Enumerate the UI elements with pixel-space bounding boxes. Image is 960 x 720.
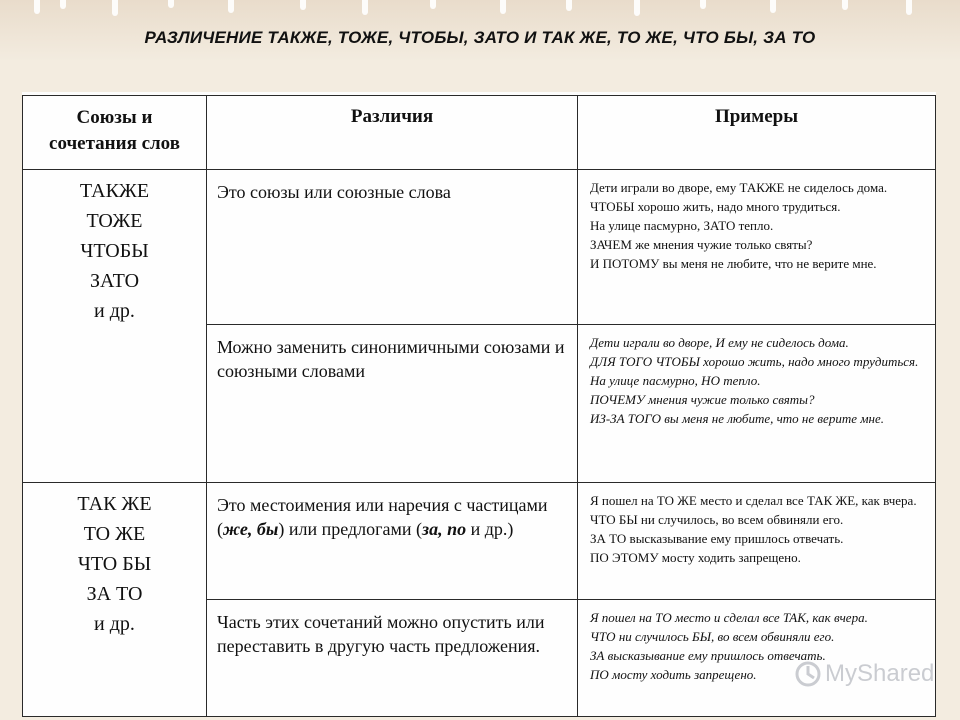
difference-text: ) или предлогами (: [278, 519, 423, 539]
group2-words-cell: [23, 483, 207, 717]
example-line: ИЗ-ЗА ТОГО вы меня не любите, что не верите мне.: [590, 411, 884, 426]
example-line: ДЛЯ ТОГО ЧТОБЫ хорошо жить, надо много трудиться.: [590, 354, 919, 369]
difference-text: Это местоимения или наречия с частицами (: [217, 495, 548, 539]
group2-word: ЗА ТО: [86, 583, 143, 605]
example-line: ПО мосту ходить запрещено.: [590, 667, 757, 682]
example-line: Я пошел на ТО ЖЕ место и сделал все ТАК ЖЕ, как вчера.: [590, 493, 917, 508]
difference-text: и др.): [466, 519, 514, 539]
group1-word: ЧТОБЫ: [80, 240, 149, 262]
myshared-logo-icon: [795, 661, 821, 687]
particles-text: же, бы: [223, 519, 279, 539]
table-row: [23, 170, 936, 325]
example-line: Я пошел на ТО место и сделал все ТАК, как вчера.: [590, 610, 868, 625]
difference-cell: Это союзы или союзные слова: [207, 170, 578, 325]
examples-cell: [578, 170, 936, 325]
example-line: ЗА ТО высказывание ему пришлось отвечать.: [590, 531, 844, 546]
watermark: [795, 660, 934, 688]
header-differences: Различия: [207, 96, 578, 170]
prepositions-text: за, по: [422, 519, 467, 539]
header-conjunctions-line1: Союзы и: [76, 107, 153, 128]
examples-cell: [578, 600, 936, 717]
examples-cell: [578, 325, 936, 483]
group1-word: ТАКЖЕ: [79, 180, 150, 202]
comparison-table: [22, 95, 936, 717]
group2-word: ТАК ЖЕ: [77, 493, 152, 515]
example-line: ПО ЭТОМУ мосту ходить запрещено.: [590, 550, 801, 565]
example-line: ЧТО ни случилось БЫ, во всем обвиняли его.: [590, 629, 835, 644]
table-header-row: [23, 96, 936, 170]
difference-cell: Часть этих сочетаний можно опустить или переставить в другую часть предложения.: [207, 600, 578, 717]
example-line: Дети играли во дворе, И ему не сиделось дома.: [590, 335, 849, 350]
example-line: На улице пасмурно, НО тепло.: [590, 373, 761, 388]
difference-cell: [207, 483, 578, 600]
group1-words-cell: [23, 170, 207, 483]
slide-title: РАЗЛИЧЕНИЕ ТАКЖЕ, ТОЖЕ, ЧТОБЫ, ЗАТО И ТАК ЖЕ, ТО ЖЕ, ЧТО БЫ, ЗА ТО: [144, 28, 816, 47]
table-row: [23, 483, 936, 600]
example-line: ПОЧЕМУ мнения чужие только святы?: [590, 392, 815, 407]
group1-word: ТОЖЕ: [86, 210, 143, 232]
group2-word: и др.: [94, 613, 135, 635]
header-conjunctions: [23, 96, 207, 170]
example-line: ЧТОБЫ хорошо жить, надо много трудиться.: [590, 199, 841, 214]
header-examples: Примеры: [578, 96, 936, 170]
example-line: ЗА высказывание ему пришлось отвечать.: [590, 648, 826, 663]
example-line: ЧТО БЫ ни случилось, во всем обвиняли его.: [590, 512, 844, 527]
examples-cell: [578, 483, 936, 600]
example-line: Дети играли во дворе, ему ТАКЖЕ не сиделось дома.: [590, 180, 888, 195]
example-line: На улице пасмурно, ЗАТО тепло.: [590, 218, 774, 233]
difference-cell: Можно заменить синонимичными союзами и союзными словами: [207, 325, 578, 483]
example-line: ЗАЧЕМ же мнения чужие только святы?: [590, 237, 813, 252]
example-line: И ПОТОМУ вы меня не любите, что не верите мне.: [590, 256, 877, 271]
group1-word: и др.: [94, 300, 135, 322]
group1-word: ЗАТО: [89, 270, 140, 292]
watermark-text: MyShared: [825, 660, 935, 687]
group2-word: ЧТО БЫ: [77, 553, 152, 575]
header-conjunctions-line2: сочетания слов: [49, 133, 180, 154]
group2-word: ТО ЖЕ: [83, 523, 146, 545]
